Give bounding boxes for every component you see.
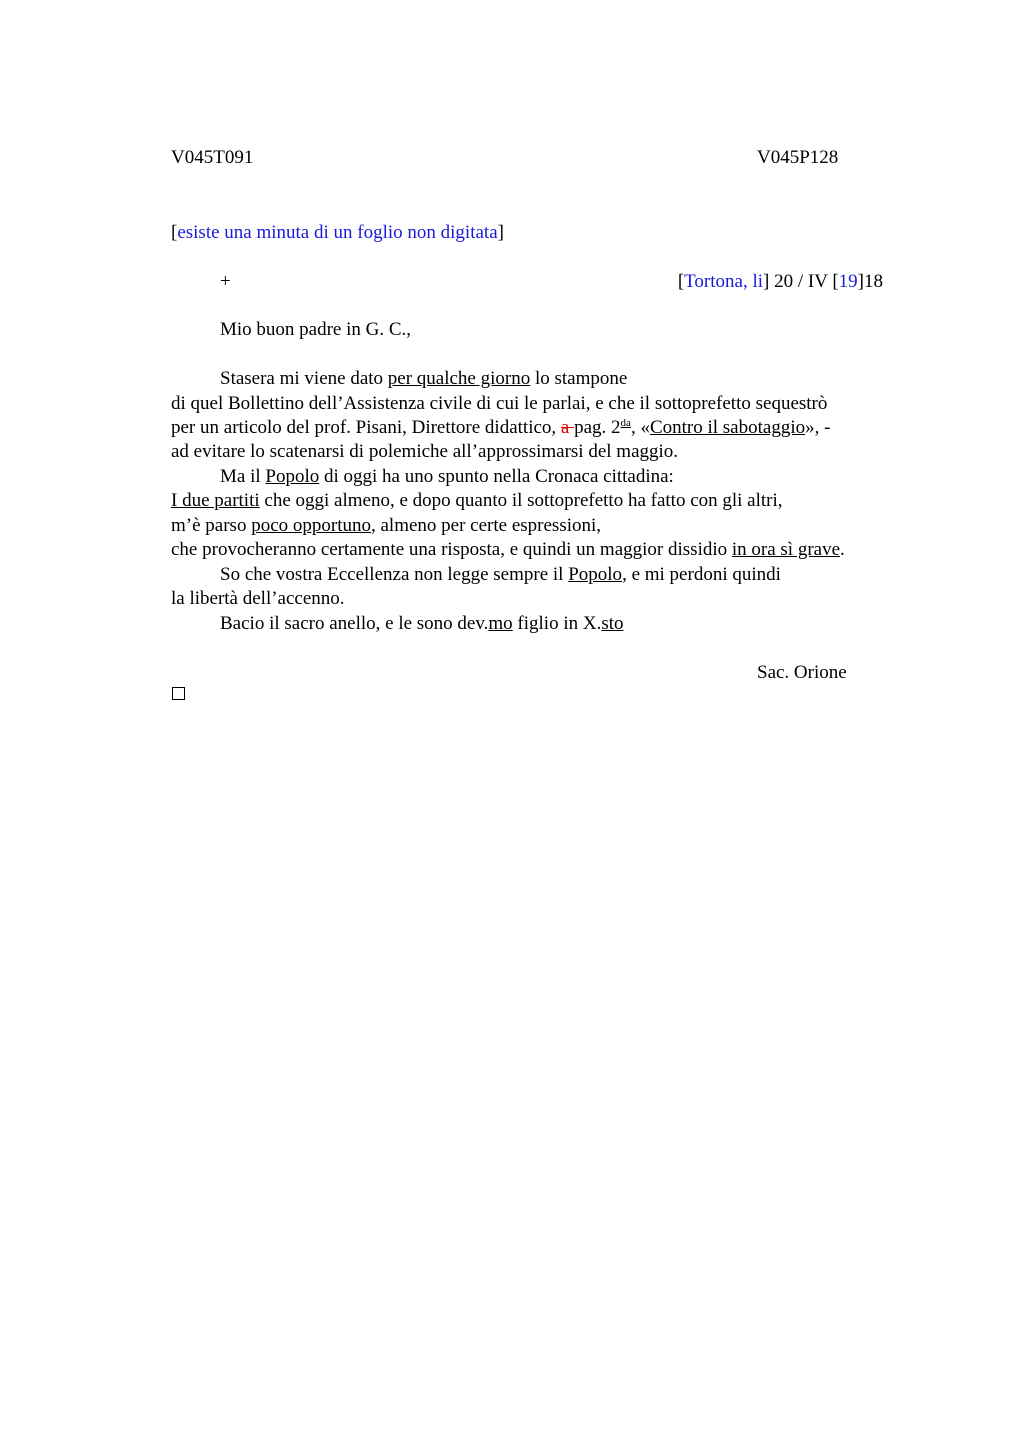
dateline-day-month: 20 / IV (769, 271, 833, 292)
dateline-year-close: ] (857, 271, 864, 292)
deleted-text: a (560, 417, 575, 438)
salutation: Mio buon padre in G. C., (220, 319, 412, 340)
text-span: pag. 2 (574, 417, 621, 438)
underlined-text: per qualche giorno (387, 368, 531, 389)
text-span: , « (630, 417, 650, 438)
document-code-left: V045T091 (171, 147, 254, 168)
body-line-9 (220, 563, 781, 587)
underlined-text: poco opportuno (251, 515, 371, 536)
text-span: . (840, 539, 845, 560)
dateline-year-prefix: 19 (838, 271, 858, 292)
body-line-2: di quel Bollettino dell’Assistenza civile di cui le parlai, e che il sottoprefetto sequestrò (171, 393, 828, 414)
underlined-text: in ora sì grave (731, 539, 841, 560)
text-span: Bacio il sacro anello, e le sono dev. (220, 613, 489, 634)
dateline-place: Tortona, li (684, 271, 764, 292)
body-line-1 (220, 367, 627, 391)
dateline-bracket-close: ] (763, 271, 770, 292)
underlined-text: mo (488, 613, 513, 634)
text-span: per un articolo del prof. Pisani, Direttore didattico, (171, 417, 561, 438)
text-span: , almeno per certe espressioni, (371, 515, 602, 536)
underlined-text: Popolo (568, 564, 623, 585)
editorial-note (171, 221, 504, 245)
body-line-8 (171, 538, 845, 562)
note-text: esiste una minuta di un foglio non digitata (177, 222, 498, 243)
underlined-text: I due partiti (171, 490, 260, 511)
text-span: , e mi perdoni quindi (622, 564, 781, 585)
signature: Sac. Orione (757, 662, 847, 683)
body-line-3 (171, 416, 830, 440)
text-span: di oggi ha uno spunto nella Cronaca cittadina: (319, 466, 674, 487)
text-span: che oggi almeno, e dopo quanto il sottoprefetto ha fatto con gli altri, (259, 490, 783, 511)
ordinal-superscript: da (620, 417, 631, 429)
dateline-year-open: [ (832, 271, 839, 292)
body-line-10: la libertà dell’accenno. (171, 588, 345, 609)
text-span: che provocheranno certamente una risposta, e quindi un maggior dissidio (171, 539, 732, 560)
body-line-7 (171, 514, 601, 538)
text-span: Stasera mi viene dato (220, 368, 388, 389)
underlined-text: Popolo (265, 466, 320, 487)
note-bracket-close: ] (497, 222, 504, 243)
body-line-6 (171, 489, 783, 513)
underlined-text: sto (601, 613, 624, 634)
text-span: figlio in X. (512, 613, 602, 634)
underlined-text: Contro il sabotaggio (649, 417, 806, 438)
document-code-right: V045P128 (757, 147, 839, 168)
note-bracket-open: [ (171, 222, 178, 243)
body-line-11 (220, 612, 624, 636)
text-span: », - (805, 417, 831, 438)
dateline-bracket-open: [ (677, 271, 685, 292)
text-span: lo stampone (530, 368, 628, 389)
text-span: m’è parso (171, 515, 252, 536)
dateline-year-suffix: 18 (864, 271, 883, 292)
cross-symbol: + (220, 271, 231, 292)
body-line-5 (220, 465, 674, 489)
text-span: Ma il (220, 466, 266, 487)
body-line-4: ad evitare lo scatenarsi di polemiche all’approssimarsi del maggio. (171, 441, 679, 462)
text-span: So che vostra Eccellenza non legge sempre il (220, 564, 569, 585)
dateline (678, 270, 883, 294)
end-mark-box-icon (172, 687, 185, 700)
